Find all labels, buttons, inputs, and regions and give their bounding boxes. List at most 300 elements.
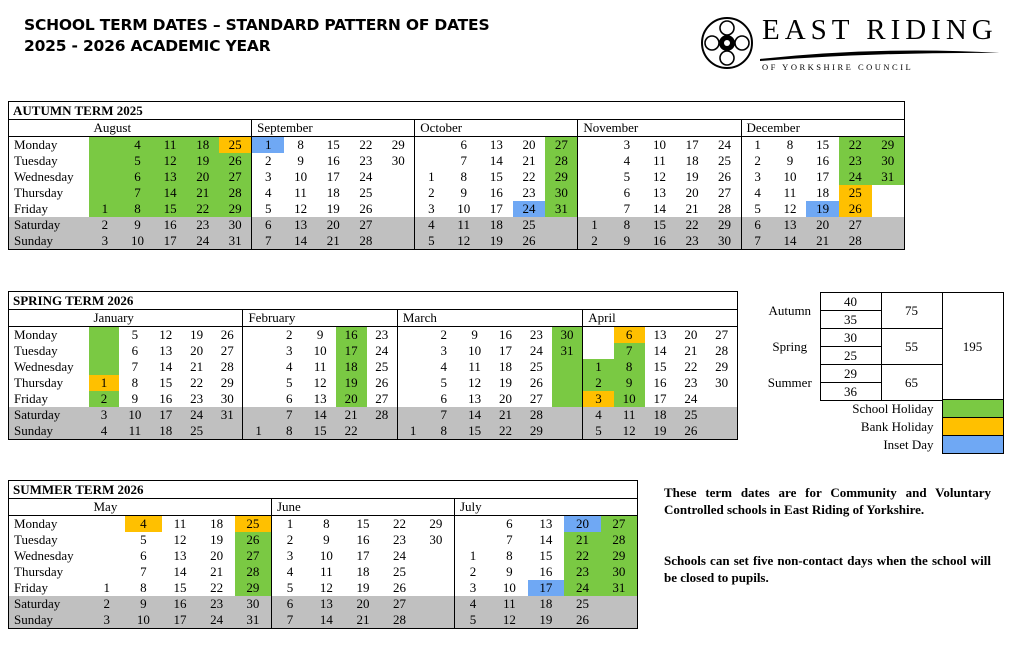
date-cell: 21 <box>490 407 521 423</box>
date-cell: 10 <box>502 580 516 595</box>
date-cell: 28 <box>219 185 252 201</box>
day-label: Thursday <box>14 185 64 200</box>
date-cell: 11 <box>783 185 797 200</box>
date-cell: 5 <box>121 153 154 169</box>
summary-term-label: Summer <box>767 375 812 390</box>
date-cell: 2 <box>89 596 126 612</box>
summer-term-calendar <box>8 480 638 629</box>
date-cell: 24 <box>529 343 543 358</box>
date-cell: 27 <box>839 217 872 233</box>
date-cell <box>89 327 120 344</box>
date-cell: 13 <box>284 217 317 233</box>
date-cell: 9 <box>460 185 467 200</box>
date-cell: 21 <box>190 359 204 374</box>
date-cell: 21 <box>564 532 601 548</box>
date-cell: 13 <box>154 169 187 185</box>
date-cell: 10 <box>119 407 150 423</box>
date-cell: 4 <box>121 137 154 154</box>
date-cell: 19 <box>480 233 513 250</box>
date-cell <box>578 153 611 169</box>
date-cell: 31 <box>552 343 583 359</box>
date-cell: 18 <box>499 359 513 374</box>
date-cell: 29 <box>872 137 905 154</box>
date-cell: 31 <box>872 169 905 185</box>
date-cell: 5 <box>583 423 614 440</box>
date-cell: 18 <box>186 137 219 154</box>
date-cell: 3 <box>89 233 122 250</box>
date-cell: 13 <box>468 391 482 406</box>
date-cell: 11 <box>447 217 480 233</box>
date-cell: 22 <box>522 169 536 184</box>
date-cell: 5 <box>140 532 147 547</box>
date-cell: 24 <box>375 343 389 358</box>
day-label: Wednesday <box>14 169 74 184</box>
date-cell: 1 <box>415 169 448 185</box>
legend <box>760 399 1004 454</box>
date-cell: 20 <box>684 327 698 342</box>
date-cell: 30 <box>429 532 443 547</box>
date-cell: 17 <box>162 612 199 629</box>
date-cell: 29 <box>219 201 252 217</box>
date-cell <box>552 359 583 375</box>
date-cell <box>243 391 274 407</box>
date-cell <box>872 233 905 250</box>
date-cell: 20 <box>499 391 513 406</box>
date-cell: 10 <box>294 169 308 184</box>
date-cell: 11 <box>173 516 187 531</box>
date-cell: 20 <box>210 548 224 563</box>
date-cell: 31 <box>235 612 272 629</box>
date-cell: 4 <box>271 564 308 580</box>
date-cell: 18 <box>210 516 224 531</box>
date-cell: 14 <box>459 407 490 423</box>
date-cell: 18 <box>816 185 830 200</box>
date-cell: 5 <box>252 201 285 217</box>
date-cell: 24 <box>684 391 698 406</box>
date-cell: 21 <box>336 407 367 423</box>
date-cell <box>382 185 415 201</box>
date-cell: 27 <box>717 185 731 200</box>
date-cell: 22 <box>393 516 407 531</box>
date-cell: 11 <box>653 153 666 168</box>
date-cell: 12 <box>154 153 187 169</box>
date-cell: 4 <box>623 153 631 168</box>
date-cell: 2 <box>89 217 122 233</box>
date-cell: 28 <box>839 233 872 250</box>
date-cell: 23 <box>839 153 872 169</box>
date-cell <box>415 153 448 169</box>
date-cell: 4 <box>125 516 162 533</box>
date-cell: 17 <box>499 343 513 358</box>
month-header: January <box>89 310 243 327</box>
term-title: AUTUMN TERM 2025 <box>9 102 905 120</box>
date-cell: 30 <box>552 327 583 344</box>
date-cell: 16 <box>326 153 340 168</box>
date-cell: 16 <box>489 185 503 200</box>
date-cell <box>382 217 415 233</box>
date-cell: 15 <box>159 375 173 390</box>
date-cell: 6 <box>252 217 285 233</box>
date-cell: 29 <box>601 548 638 564</box>
date-cell: 5 <box>440 375 447 390</box>
date-cell: 20 <box>317 217 350 233</box>
date-cell: 14 <box>173 564 187 579</box>
date-cell <box>89 359 120 375</box>
date-cell: 28 <box>350 233 383 250</box>
date-cell: 18 <box>480 217 513 233</box>
date-cell <box>243 359 274 375</box>
date-cell: 17 <box>653 391 667 406</box>
date-cell: 16 <box>653 375 667 390</box>
date-cell: 25 <box>513 217 546 233</box>
date-cell: 29 <box>545 169 578 185</box>
month-header: February <box>243 310 397 327</box>
date-cell: 1 <box>89 201 122 217</box>
date-cell: 30 <box>715 375 729 390</box>
day-label: Wednesday <box>14 548 74 563</box>
date-cell: 17 <box>326 169 340 184</box>
date-cell <box>872 201 905 217</box>
date-cell: 7 <box>614 343 645 359</box>
date-cell: 18 <box>150 423 181 440</box>
date-cell: 13 <box>774 217 807 233</box>
date-cell: 21 <box>186 185 219 201</box>
date-cell <box>243 407 274 423</box>
date-cell <box>367 423 398 440</box>
date-cell: 22 <box>839 137 872 154</box>
date-cell: 26 <box>235 532 272 548</box>
date-cell <box>872 185 905 201</box>
date-cell: 4 <box>741 185 774 201</box>
date-cell: 30 <box>601 564 638 580</box>
date-cell: 18 <box>685 153 699 168</box>
half-term-days: 30 <box>820 329 881 347</box>
date-cell: 2 <box>454 564 491 580</box>
date-cell: 25 <box>235 516 272 533</box>
day-label: Monday <box>14 516 58 531</box>
date-cell: 31 <box>601 580 638 596</box>
date-cell: 21 <box>685 201 699 216</box>
date-cell: 27 <box>235 548 272 564</box>
date-cell: 7 <box>623 201 631 216</box>
date-cell: 14 <box>159 359 173 374</box>
date-cell: 6 <box>131 343 139 358</box>
logo-subtitle: OF YORKSHIRE COUNCIL <box>762 62 914 72</box>
date-cell: 24 <box>393 548 407 563</box>
date-cell: 23 <box>529 327 543 342</box>
date-cell: 28 <box>367 407 398 423</box>
date-cell: 19 <box>528 612 565 629</box>
date-cell: 27 <box>545 137 578 154</box>
non-contact-days-note: Schools can set five non-contact days when the school will be closed to pupils. <box>664 553 991 585</box>
date-cell: 26 <box>529 375 543 390</box>
date-cell: 22 <box>186 201 219 217</box>
date-cell: 26 <box>393 580 407 595</box>
month-header: October <box>415 120 578 137</box>
day-label: Sunday <box>9 612 89 629</box>
date-cell: 23 <box>564 564 601 580</box>
date-cell: 27 <box>529 391 543 406</box>
date-cell: 23 <box>676 233 709 250</box>
date-cell <box>418 564 455 580</box>
date-cell: 3 <box>89 612 126 629</box>
date-cell: 1 <box>583 359 614 375</box>
date-cell: 8 <box>611 217 644 233</box>
date-cell: 12 <box>652 169 666 184</box>
legend-label: Bank Holiday <box>860 419 934 434</box>
spring-term-calendar <box>8 291 738 440</box>
date-cell: 7 <box>506 532 513 547</box>
date-cell: 6 <box>286 391 293 406</box>
date-cell: 27 <box>350 217 383 233</box>
date-cell: 23 <box>186 217 219 233</box>
month-header: June <box>271 499 454 516</box>
date-cell: 9 <box>786 153 794 168</box>
date-cell: 8 <box>323 516 330 531</box>
date-cell: 27 <box>375 391 389 406</box>
date-cell: 29 <box>235 580 272 596</box>
date-cell: 10 <box>125 612 162 629</box>
date-cell <box>578 201 611 217</box>
date-cell: 5 <box>286 375 293 390</box>
date-cell: 13 <box>652 185 666 200</box>
date-cell: 16 <box>154 217 187 233</box>
date-cell: 16 <box>336 327 367 344</box>
date-cell: 20 <box>564 516 601 533</box>
date-cell: 1 <box>243 423 274 440</box>
date-cell <box>418 548 455 564</box>
date-cell <box>382 201 415 217</box>
date-cell <box>418 612 455 629</box>
date-cell: 12 <box>491 612 528 629</box>
date-cell <box>382 233 415 250</box>
date-cell <box>89 153 122 169</box>
day-label: Friday <box>14 580 48 595</box>
date-cell: 9 <box>131 391 139 406</box>
date-cell: 17 <box>150 407 181 423</box>
date-cell: 15 <box>305 423 336 440</box>
date-cell <box>89 564 126 580</box>
date-cell: 24 <box>186 233 219 250</box>
date-cell <box>89 516 126 533</box>
autumn-term-calendar <box>8 101 905 250</box>
date-cell: 23 <box>359 153 373 168</box>
date-cell: 8 <box>460 169 467 184</box>
date-cell: 30 <box>545 185 578 201</box>
date-cell <box>706 407 737 423</box>
date-cell: 9 <box>614 375 645 391</box>
date-cell: 15 <box>653 359 667 374</box>
date-cell: 19 <box>210 532 224 547</box>
date-cell: 23 <box>393 532 407 547</box>
date-cell: 8 <box>131 375 139 390</box>
date-cell: 2 <box>89 391 120 407</box>
date-cell: 2 <box>741 153 774 169</box>
date-cell: 24 <box>181 407 212 423</box>
date-cell: 7 <box>131 359 139 374</box>
date-cell: 17 <box>356 548 370 563</box>
date-cell: 23 <box>375 327 389 342</box>
date-cell: 6 <box>623 185 631 200</box>
date-cell: 10 <box>652 137 666 152</box>
date-cell: 22 <box>490 423 521 440</box>
date-cell: 8 <box>428 423 459 440</box>
month-header: November <box>578 120 741 137</box>
date-cell: 16 <box>643 233 676 250</box>
date-cell <box>706 391 737 407</box>
date-cell: 17 <box>489 201 503 216</box>
date-cell: 7 <box>741 233 774 250</box>
date-cell <box>89 137 122 154</box>
date-cell: 6 <box>614 327 645 344</box>
date-cell: 30 <box>391 153 405 168</box>
day-label: Sunday <box>9 233 89 250</box>
date-cell: 14 <box>652 201 666 216</box>
date-cell: 20 <box>186 169 219 185</box>
date-cell: 9 <box>121 217 154 233</box>
date-cell: 16 <box>499 327 513 342</box>
date-cell: 10 <box>319 548 333 563</box>
date-cell: 13 <box>173 548 187 563</box>
date-cell: 9 <box>297 153 304 168</box>
date-cell <box>397 327 428 344</box>
day-label: Friday <box>14 391 48 406</box>
date-cell <box>706 423 737 440</box>
date-cell: 2 <box>271 532 308 548</box>
date-cell: 21 <box>317 233 350 250</box>
date-cell: 25 <box>564 596 601 612</box>
date-cell: 25 <box>375 359 389 374</box>
date-cell: 31 <box>212 407 243 423</box>
date-cell: 10 <box>468 343 482 358</box>
date-cell <box>454 532 491 548</box>
date-cell: 27 <box>601 516 638 533</box>
date-cell <box>583 327 614 344</box>
date-cell: 3 <box>271 548 308 564</box>
date-cell: 25 <box>181 423 212 440</box>
date-cell <box>89 343 120 359</box>
date-cell: 25 <box>359 185 373 200</box>
date-cell: 15 <box>154 201 187 217</box>
date-cell: 6 <box>271 596 308 612</box>
date-cell: 19 <box>326 201 340 216</box>
date-cell: 29 <box>391 137 405 152</box>
date-cell: 13 <box>308 596 345 612</box>
date-cell: 16 <box>539 564 553 579</box>
date-cell <box>397 407 428 423</box>
date-cell: 27 <box>219 169 252 185</box>
date-cell: 5 <box>271 580 308 596</box>
date-cell: 24 <box>198 612 235 629</box>
date-cell: 4 <box>583 407 614 423</box>
date-cell: 11 <box>320 564 333 579</box>
date-cell: 1 <box>89 375 120 391</box>
date-cell: 10 <box>614 391 645 407</box>
date-cell: 11 <box>313 359 327 374</box>
date-cell: 11 <box>154 137 187 154</box>
date-cell: 30 <box>220 391 234 406</box>
date-cell: 12 <box>294 201 308 216</box>
date-cell: 19 <box>685 169 699 184</box>
date-cell: 3 <box>454 580 491 596</box>
date-cell: 11 <box>468 359 481 374</box>
date-cell <box>601 596 638 612</box>
date-cell: 12 <box>173 532 187 547</box>
half-term-days: 36 <box>820 383 881 401</box>
date-cell: 27 <box>381 596 418 612</box>
date-cell: 12 <box>468 375 482 390</box>
date-cell: 19 <box>356 580 370 595</box>
date-cell <box>601 612 638 629</box>
legend-label: School Holiday <box>852 401 934 416</box>
date-cell: 26 <box>564 612 601 629</box>
date-cell: 11 <box>614 407 645 423</box>
date-cell <box>415 137 448 154</box>
legend-swatch <box>942 436 1003 454</box>
date-cell: 26 <box>675 423 706 440</box>
date-cell: 3 <box>286 343 293 358</box>
term-total-days: 55 <box>881 329 942 365</box>
date-cell: 17 <box>816 169 830 184</box>
date-cell: 18 <box>336 359 367 375</box>
date-cell: 12 <box>319 580 333 595</box>
date-cell <box>552 375 583 391</box>
date-cell: 1 <box>397 423 428 440</box>
date-cell <box>212 423 243 440</box>
date-cell: 4 <box>89 423 120 440</box>
date-cell: 24 <box>359 169 373 184</box>
date-cell <box>89 169 122 185</box>
date-cell: 25 <box>717 153 731 168</box>
date-cell: 2 <box>415 185 448 201</box>
date-cell: 20 <box>685 185 699 200</box>
council-logo <box>700 14 1010 76</box>
date-cell <box>397 359 428 375</box>
date-cell: 3 <box>415 201 448 217</box>
date-cell <box>454 516 491 533</box>
date-cell: 24 <box>717 137 731 152</box>
date-cell: 20 <box>806 217 839 233</box>
date-cell: 22 <box>684 359 698 374</box>
date-cell: 15 <box>489 169 503 184</box>
date-cell <box>397 343 428 359</box>
date-cell <box>578 185 611 201</box>
date-cell <box>397 391 428 407</box>
date-cell: 4 <box>415 217 448 233</box>
date-cell: 24 <box>839 169 872 185</box>
date-cell: 25 <box>219 137 252 154</box>
day-label: Saturday <box>9 407 89 423</box>
date-cell: 30 <box>872 153 905 169</box>
date-cell: 21 <box>210 564 224 579</box>
date-cell: 9 <box>471 327 478 342</box>
date-cell <box>545 217 578 233</box>
date-cell: 27 <box>220 343 234 358</box>
date-cell: 16 <box>159 391 173 406</box>
date-cell: 29 <box>220 375 234 390</box>
term-days-summary <box>760 292 1004 401</box>
date-cell: 25 <box>675 407 706 423</box>
month-header: August <box>89 120 252 137</box>
date-cell: 5 <box>741 201 774 217</box>
date-cell <box>552 391 583 407</box>
date-cell: 30 <box>235 596 272 612</box>
header-spacer <box>9 499 89 516</box>
day-label: Tuesday <box>14 153 58 168</box>
date-cell: 26 <box>220 327 234 342</box>
date-cell <box>382 169 415 185</box>
date-cell: 26 <box>359 201 373 216</box>
